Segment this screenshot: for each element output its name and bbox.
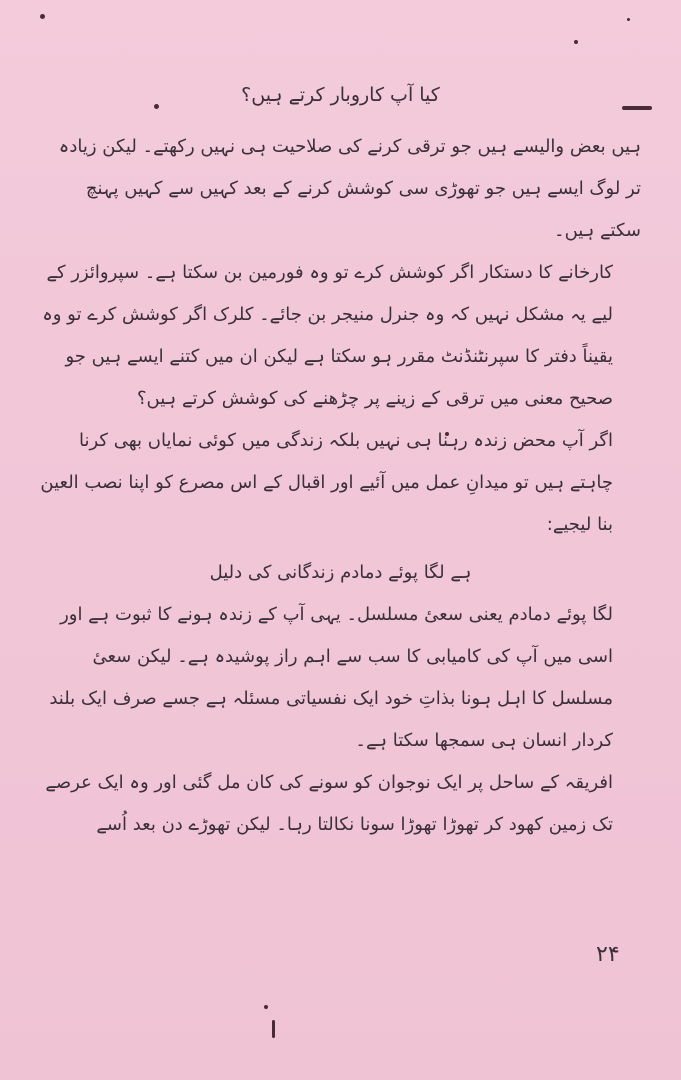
page-number: ۲۴ <box>596 942 620 967</box>
ink-speck <box>40 14 45 19</box>
ink-speck <box>272 1020 275 1038</box>
quoted-verse: ہے لگا پوئے دمادم زندگانی کی دلیل <box>209 562 472 583</box>
ink-speck <box>574 40 578 44</box>
paragraph: کارخانے کا دستکار اگر کوشش کرے تو وہ فورمین بن سکتا ہے۔ سپروائزر کے لیے یہ مشکل نہیں کہ وہ جنرل منیجر بن جائے۔ کلرک اگر کوشش کرے تو وہ یقیناً دفتر کا سپرنٹنڈنٹ مقرر ہو سکتا ہے لیکن ان میں کتنے ایسے ہیں جو صحیح معنی میں ترقی کے زینے پر چڑھنے کی کوشش کرتے ہیں؟ <box>42 262 613 409</box>
page-title: کیا آپ کاروبار کرتے ہیں؟ <box>241 84 440 106</box>
paragraph: لگا پوئے دمادم یعنی سعیٔ مسلسل۔ یہی آپ کے زندہ ہونے کا ثبوت ہے اور اسی میں آپ کی کامیابی کا سب سے اہم راز پوشیدہ ہے۔ لیکن سعیٔ مسلسل کا اہل ہونا بذاتِ خود ایک نفسیاتی مسئلہ ہے جسے صرف ایک بلند کردار انسان ہی سمجھا سکتا ہے۔ <box>49 604 613 751</box>
paragraph: ہیں بعض والیسے ہیں جو ترقی کرنے کی صلاحیت ہی نہیں رکھتے۔ لیکن زیادہ تر لوگ ایسے ہیں جو تھوڑی سی کوشش کرنے کے بعد کہیں سے کہیں پہنچ سکتے ہیں۔ <box>58 136 641 241</box>
ink-speck <box>627 18 630 21</box>
paragraph: افریقہ کے ساحل پر ایک نوجوان کو سونے کی کان مل گئی اور وہ ایک عرصے تک زمین کھود کر تھوڑا تھوڑا سونا نکالتا رہا۔ لیکن تھوڑے دن بعد اُسے <box>45 772 613 835</box>
paragraph: اگر آپ محض زندہ رہنا ہی نہیں بلکہ زندگی میں کوئی نمایاں بھی کرنا چاہتے ہیں تو میدانِ عمل میں آئیے اور اقبال کے اس مصرع کو اپنا نصب العین بنا لیجیے: <box>40 430 613 535</box>
page-text <box>40 80 641 846</box>
ink-speck <box>264 1005 268 1009</box>
